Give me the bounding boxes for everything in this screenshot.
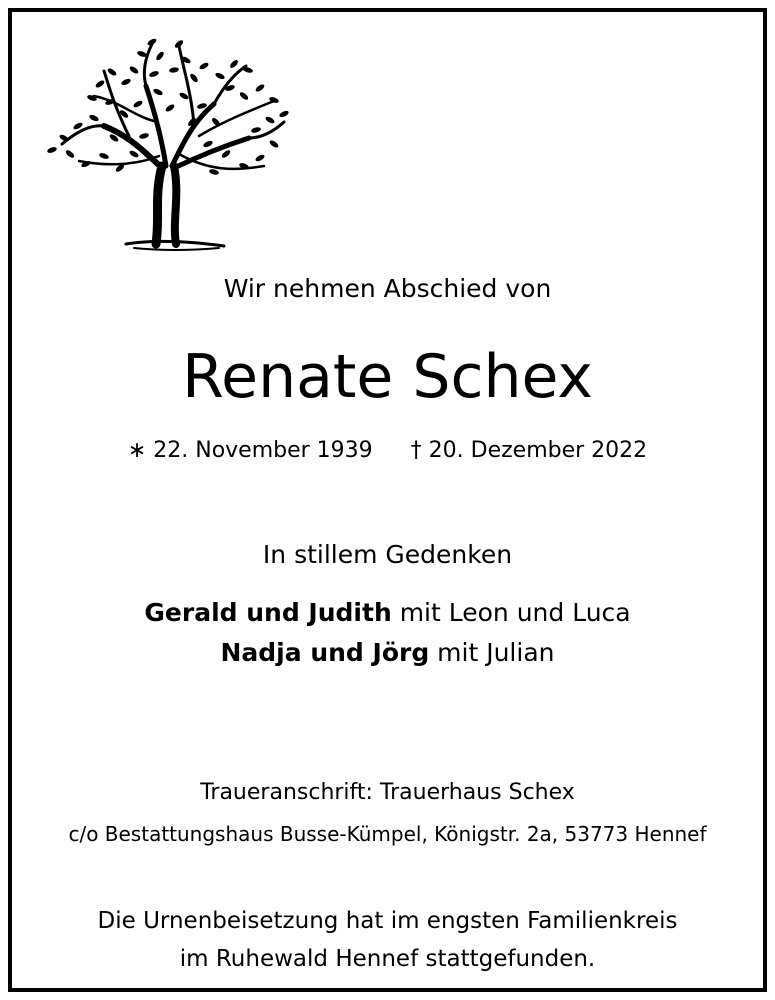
family-names: Gerald und Judith	[144, 598, 392, 627]
life-dates	[12, 438, 763, 463]
family-line	[12, 638, 763, 667]
family-names: Nadja und Jörg	[220, 638, 430, 667]
intro-text: Wir nehmen Abschied von	[223, 274, 552, 303]
birth-date: 22. November 1939	[153, 438, 373, 463]
deceased-name: Renate Schex	[182, 342, 593, 412]
mourning-address-detail: c/o Bestattungshaus Busse-Kümpel, Königstr. 2a, 53773 Hennef	[68, 822, 707, 846]
death-symbol: †	[410, 438, 422, 463]
memory-text: In stillem Gedenken	[262, 540, 513, 569]
mourning-address-title: Traueranschrift: Trauerhaus Schex	[200, 780, 575, 805]
obituary-frame	[8, 8, 767, 992]
burial-note-line: Die Urnenbeisetzung hat im engsten Familienkreis	[97, 908, 678, 934]
family-rest: mit Julian	[429, 638, 555, 667]
birth-symbol: ∗	[127, 438, 147, 463]
burial-note-line: im Ruhewald Hennef stattgefunden.	[179, 946, 596, 972]
family-line	[12, 598, 763, 627]
tree-icon	[34, 26, 294, 256]
family-rest: mit Leon und Luca	[391, 598, 631, 627]
death-date: 20. Dezember 2022	[428, 438, 648, 463]
